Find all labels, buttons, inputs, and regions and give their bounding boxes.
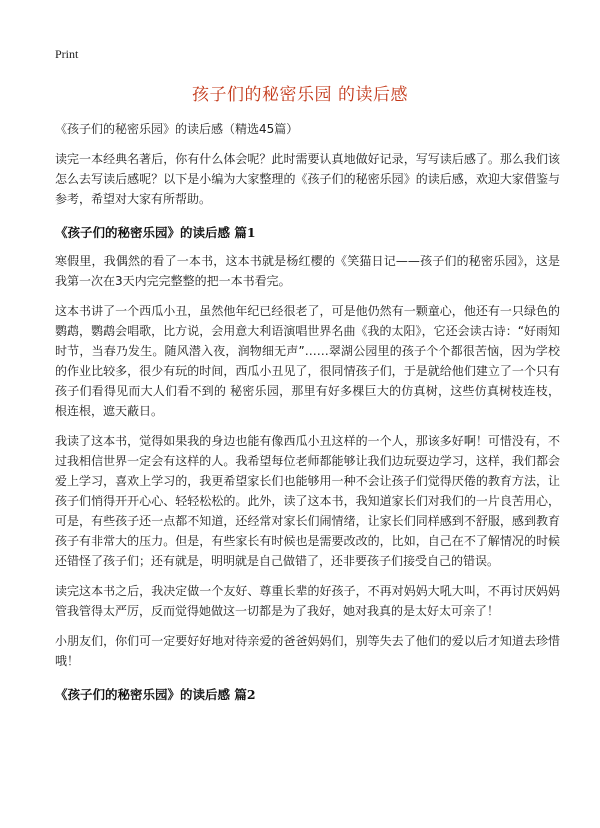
- section-1-paragraph-5: 小朋友们，你们可一定要好好地对待亲爱的爸爸妈妈们，别等失去了他们的爱以后才知道去珍惜哦！: [55, 634, 560, 668]
- section-heading-2: 《孩子们的秘密乐园》的读后感 篇2: [55, 687, 256, 702]
- document-subtitle: 《孩子们的秘密乐园》的读后感（精选45篇）: [55, 122, 299, 136]
- section-heading-1: 《孩子们的秘密乐园》的读后感 篇1: [55, 225, 256, 240]
- section-1-paragraph-1: 寒假里，我偶然的看了一本书，这本书就是杨红樱的《笑猫日记——孩子们的秘密乐园》，这是我第一次在3天内完完整整的把一本书看完。: [55, 254, 560, 288]
- intro-paragraph: 读完一本经典名著后，你有什么体会呢？此时需要认真地做好记录，写写读后感了。那么我们该怎么去写读后感呢？以下是小编为大家整理的《孩子们的秘密乐园》的读后感，欢迎大家借鉴与参考，希望对大家有所帮助。: [55, 152, 560, 206]
- section-1-paragraph-4: 读完这本书之后，我决定做一个友好、尊重长辈的好孩子，不再对妈妈大吼大叫，不再讨厌妈妈管我管得太严厉，反而觉得她做这一切都是为了我好，她对我真的是太好太可亲了！: [55, 584, 560, 618]
- section-1-paragraph-3: 我读了这本书，觉得如果我的身边也能有像西瓜小丑这样的一个人，那该多好啊！可惜没有，不过我相信世界一定会有这样的人。我希望每位老师都能够让我们边玩耍边学习，这样，我们都会爱上学习，喜欢上学习的，我更希望家长们也能够用一种不会让孩子们觉得厌倦的教育方法，让孩子们悄得开开心心、轻轻松松的。此外，读了这本书，我知道家长们对我们的一片良苦用心，可是，有些孩子还一点都不知道，还经常对家长们闹情绪，让家长们同样感到不舒服，感到教育孩子有非常大的压力。但是，有些家长有时候也是需要改改的，比如，自己在不了解情况的时候还错怪了孩子们；还有就是，明明就是自己做错了，还非要孩子们接受自己的错误。: [55, 434, 560, 568]
- page-title: 孩子们的秘密乐园 的读后感: [192, 85, 408, 105]
- print-link[interactable]: Print: [55, 47, 79, 61]
- document-body: [55, 149, 560, 713]
- section-1-paragraph-2: 这本书讲了一个西瓜小丑，虽然他年纪已经很老了，可是他仍然有一颗童心，他还有一只绿色的鹦鹉，鹦鹉会唱歌，比方说，会用意大利语演唱世界名曲《我的太阳》，它还会读古诗：“好雨知时节，当春乃发生。随风潜入夜，润物细无声”……翠湖公园里的孩子个个都很苦恼，因为学校的作业比较多，很少有玩的时间，西瓜小丑见了，很同情孩子们，于是就给他们建立了一个只有孩子们看得见而大人们看不到的 秘密乐园，那里有好多棵巨大的仿真树，这些仿真树枝连枝，根连根，遮天蔽日。: [55, 304, 560, 418]
